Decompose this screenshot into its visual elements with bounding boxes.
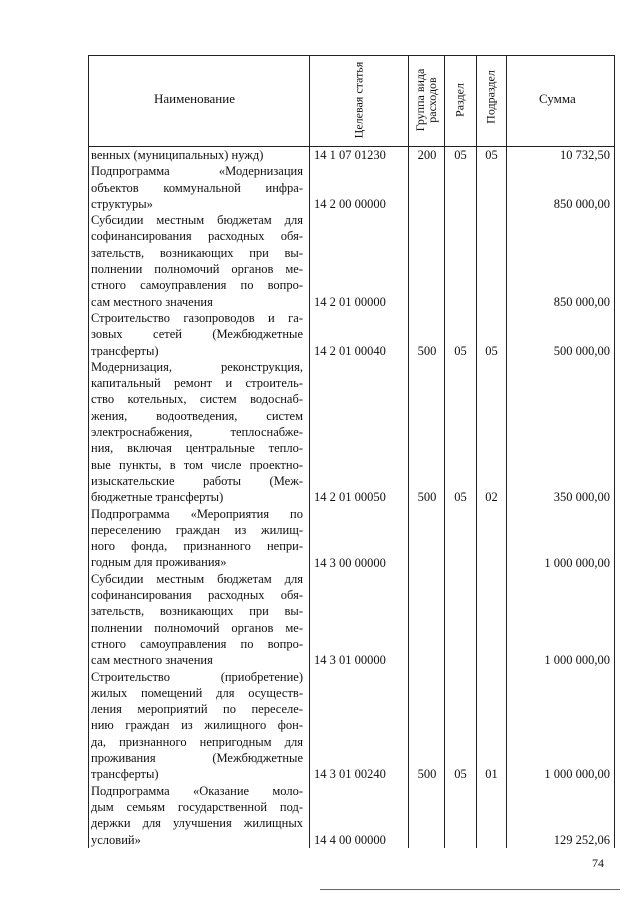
row-name-line: изыскательские работы (Меж- (91, 473, 303, 488)
col-divider (408, 55, 409, 848)
row-name-line: полнении полномочий органов ме- (91, 620, 303, 635)
row-sum: 850 000,00 (553, 294, 610, 309)
header-target: Целевая статья (351, 61, 366, 139)
row-name-line: структуры» (91, 196, 153, 211)
row-name-line: держки для улучшения жилищных (91, 816, 303, 831)
row-subsection: 01 (485, 767, 498, 782)
row-name-line: зательств, возникающих при вы- (91, 245, 303, 260)
row-target: 14 2 01 00000 (314, 294, 386, 309)
row-sum: 1 000 000,00 (544, 555, 610, 570)
col-divider (476, 55, 477, 848)
row-sum: 1 000 000,00 (544, 767, 610, 782)
row-sum: 1 000 000,00 (544, 653, 610, 668)
row-name-line: годным для проживания» (91, 555, 227, 570)
row-name (88, 783, 303, 848)
row-section: 05 (454, 490, 467, 505)
row-name-line: трансферты) (91, 343, 159, 358)
row-name-line: венных (муниципальных) нужд) (91, 148, 264, 162)
row-name-line: зательств, возникающих при вы- (91, 604, 303, 619)
row-sum: 850 000,00 (553, 196, 610, 211)
row-name-line: ления мероприятий по переселе- (91, 702, 303, 717)
header-section: Раздел (452, 83, 467, 117)
row-name (88, 163, 303, 212)
row-name-line: Строительство газопроводов и га- (91, 311, 303, 325)
row-name (88, 310, 303, 359)
row-group: 500 (417, 490, 437, 505)
row-name (88, 212, 303, 310)
row-name-line: полнении полномочий органов ме- (91, 262, 303, 277)
budget-table (88, 55, 615, 848)
row-group: 500 (417, 767, 437, 782)
row-name (88, 359, 303, 506)
col-divider (506, 55, 507, 848)
row-subsection: 02 (485, 490, 498, 505)
row-target: 14 3 01 00000 (314, 653, 386, 668)
row-name-line: бюджетные трансферты) (91, 490, 224, 505)
row-name-line: ство котельных, систем водоснаб- (91, 392, 303, 407)
page-number: 74 (592, 856, 604, 870)
row-name-line: софинансирования расходных обя- (91, 229, 303, 244)
row-name-line: жилых помещений для осуществ- (91, 685, 303, 700)
row-name-line: объектов коммунальной инфра- (91, 180, 303, 195)
row-name-line: Модернизация, реконструкция, (91, 359, 303, 374)
row-name-line: электроснабжения, теплоснабже- (91, 425, 303, 440)
table-border-top (88, 55, 615, 56)
row-name-line: Подпрограмма «Модернизация (91, 164, 303, 179)
row-name-line: стного самоуправления по вопро- (91, 636, 303, 651)
row-name-line: дым семьям государственной под- (91, 799, 303, 814)
row-target: 14 1 07 01230 (314, 148, 386, 162)
row-target: 14 3 00 00000 (314, 555, 386, 570)
table-border-right (614, 55, 615, 848)
header-sum: Сумма (539, 91, 576, 106)
row-name-line: Строительство (приобретение) (91, 669, 303, 684)
row-name-line: сам местного значения (91, 294, 213, 309)
row-subsection: 05 (485, 148, 498, 162)
row-name-line: трансферты) (91, 767, 159, 782)
footer-rule (320, 889, 620, 890)
row-name-line: условий» (91, 832, 141, 847)
row-name-line: нию граждан из жилищного фон- (91, 718, 303, 733)
row-name-line: да, признанного непригодным для (91, 734, 303, 749)
row-name (88, 506, 303, 571)
row-name-line: Подпрограмма «Мероприятия по (91, 506, 303, 521)
row-group: 500 (417, 343, 437, 358)
col-divider (309, 55, 310, 848)
row-name-line: проживания (Межбюджетные (91, 751, 303, 766)
row-name (88, 669, 303, 783)
row-name-line: вые пункты, в том числе проектно- (91, 457, 303, 472)
header-name: Наименование (154, 91, 235, 106)
row-name (88, 571, 303, 669)
col-divider (444, 55, 445, 848)
row-name-line: зовых сетей (Межбюджетные (91, 327, 303, 342)
row-name-line: сам местного значения (91, 653, 213, 668)
row-name-line: ния, включая центральные тепло- (91, 441, 303, 456)
row-name-line: Субсидии местным бюджетам для (91, 571, 303, 586)
row-target: 14 2 00 00000 (314, 196, 386, 211)
row-sum: 10 732,50 (560, 148, 610, 162)
row-sum: 350 000,00 (553, 490, 610, 505)
row-target: 14 3 01 00240 (314, 767, 386, 782)
row-name-line: капитальный ремонт и строитель- (91, 376, 303, 391)
row-target: 14 2 01 00040 (314, 343, 386, 358)
row-section: 05 (454, 148, 467, 162)
row-name-line: Субсидии местным бюджетам для (91, 213, 303, 228)
row-subsection: 05 (485, 343, 498, 358)
row-section: 05 (454, 343, 467, 358)
row-name-line: ного фонда, признанного непри- (91, 539, 303, 554)
row-name-line: стного самоуправления по вопро- (91, 278, 303, 293)
row-name-line: переселению граждан из жилищ- (91, 522, 303, 537)
header-subsection: Подраздел (483, 70, 498, 124)
row-target: 14 4 00 00000 (314, 832, 386, 847)
row-section: 05 (454, 767, 467, 782)
row-target: 14 2 01 00050 (314, 490, 386, 505)
row-sum: 129 252,06 (553, 832, 610, 847)
row-sum: 500 000,00 (553, 343, 610, 358)
header-group: Группа вида расходов (413, 68, 439, 132)
row-name-line: Подпрограмма «Оказание моло- (91, 783, 303, 798)
row-name (88, 147, 300, 163)
row-name-line: жения, водоотведения, систем (91, 408, 303, 423)
row-name-line: софинансирования расходных обя- (91, 588, 303, 603)
row-group: 200 (417, 148, 437, 162)
